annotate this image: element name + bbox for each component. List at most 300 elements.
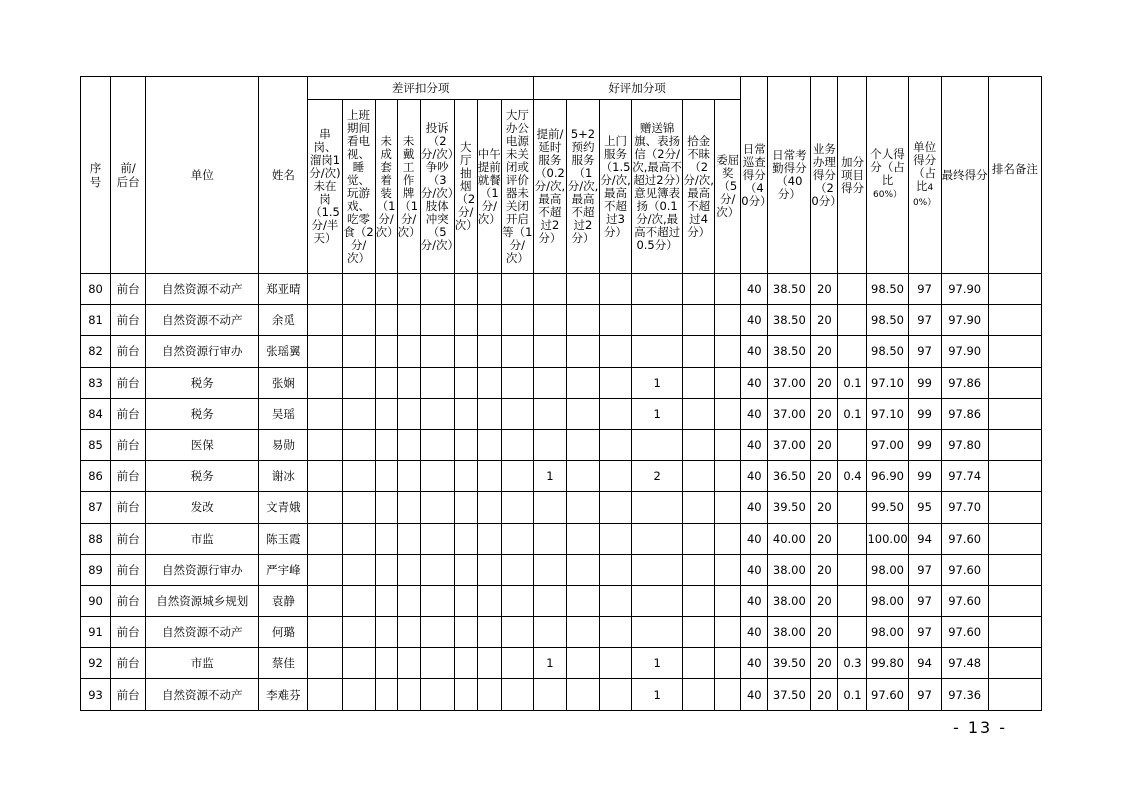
cell-seq: 84 <box>81 398 111 429</box>
cell-rank <box>988 429 1041 460</box>
cell-p4 <box>632 585 683 616</box>
cell-attendance: 38.00 <box>768 585 811 616</box>
cell-fb: 前台 <box>111 585 146 616</box>
header-unit: 单位 <box>146 77 259 274</box>
cell-c5 <box>420 398 454 429</box>
cell-business: 20 <box>811 367 838 398</box>
cell-c8 <box>501 679 533 710</box>
cell-bonus <box>838 429 867 460</box>
table-row <box>81 679 1042 710</box>
cell-c7 <box>477 679 501 710</box>
cell-p2 <box>566 429 599 460</box>
cell-unit-score: 99 <box>908 429 941 460</box>
cell-c6 <box>454 585 477 616</box>
cell-name: 张瑶翼 <box>259 336 308 367</box>
cell-c8 <box>501 492 533 523</box>
cell-patrol: 40 <box>741 554 768 585</box>
cell-c2 <box>342 554 375 585</box>
cell-attendance: 38.50 <box>768 274 811 305</box>
cell-p2 <box>566 461 599 492</box>
cell-c5 <box>420 554 454 585</box>
cell-business: 20 <box>811 429 838 460</box>
cell-seq: 86 <box>81 461 111 492</box>
header-neg-item: 未戴工作牌（1分/次） <box>397 100 420 274</box>
cell-business: 20 <box>811 492 838 523</box>
cell-c4 <box>397 585 420 616</box>
cell-unit: 自然资源不动产 <box>146 617 259 648</box>
cell-personal: 98.00 <box>867 554 908 585</box>
cell-c8 <box>501 523 533 554</box>
header-seq: 序 号 <box>81 77 111 274</box>
cell-c2 <box>342 648 375 679</box>
cell-p5 <box>683 554 715 585</box>
cell-unit-score: 97 <box>908 679 941 710</box>
cell-c4 <box>397 429 420 460</box>
cell-seq: 93 <box>81 679 111 710</box>
cell-patrol: 40 <box>741 523 768 554</box>
cell-attendance: 37.50 <box>768 679 811 710</box>
table-row <box>81 336 1042 367</box>
cell-bonus <box>838 336 867 367</box>
cell-p3 <box>600 429 632 460</box>
cell-p3 <box>600 585 632 616</box>
table-row <box>81 554 1042 585</box>
cell-p6 <box>715 648 741 679</box>
cell-fb: 前台 <box>111 367 146 398</box>
cell-c1 <box>308 679 342 710</box>
table-row <box>81 617 1042 648</box>
cell-personal: 98.00 <box>867 585 908 616</box>
cell-c7 <box>477 523 501 554</box>
cell-c4 <box>397 274 420 305</box>
cell-unit-score: 97 <box>908 554 941 585</box>
cell-c2 <box>342 617 375 648</box>
cell-p1 <box>533 585 566 616</box>
cell-fb: 前台 <box>111 274 146 305</box>
header-name: 姓名 <box>259 77 308 274</box>
cell-c1 <box>308 461 342 492</box>
cell-c1 <box>308 523 342 554</box>
cell-unit-score: 99 <box>908 398 941 429</box>
cell-p3 <box>600 336 632 367</box>
cell-personal: 97.10 <box>867 367 908 398</box>
cell-c2 <box>342 523 375 554</box>
cell-c7 <box>477 492 501 523</box>
cell-name: 余觅 <box>259 305 308 336</box>
cell-name: 张娴 <box>259 367 308 398</box>
cell-attendance: 39.50 <box>768 648 811 679</box>
cell-patrol: 40 <box>741 648 768 679</box>
table-row <box>81 585 1042 616</box>
cell-p4 <box>632 274 683 305</box>
cell-c3 <box>375 461 397 492</box>
cell-c6 <box>454 554 477 585</box>
cell-p1: 1 <box>533 648 566 679</box>
header-neg-item: 投诉（2分/次）争吵（3分/次）肢体冲突（5分/次） <box>420 100 454 274</box>
cell-c6 <box>454 305 477 336</box>
cell-c1 <box>308 554 342 585</box>
cell-c2 <box>342 274 375 305</box>
cell-personal: 96.90 <box>867 461 908 492</box>
cell-p4: 1 <box>632 367 683 398</box>
cell-p6 <box>715 336 741 367</box>
header-pos-item: 赠送锦旗、表扬信（2分/次,最高不超过2分）意见簿表扬（0.1分/次,最高不超过0.5分） <box>632 100 683 274</box>
cell-unit: 市监 <box>146 523 259 554</box>
cell-unit-score: 94 <box>908 648 941 679</box>
cell-p5 <box>683 305 715 336</box>
header-business: 业务办理得分（20分） <box>811 77 838 274</box>
table-row <box>81 274 1042 305</box>
cell-c5 <box>420 617 454 648</box>
cell-p5 <box>683 398 715 429</box>
cell-p6 <box>715 461 741 492</box>
table-row <box>81 367 1042 398</box>
cell-name: 何璐 <box>259 617 308 648</box>
cell-p2 <box>566 679 599 710</box>
cell-final: 97.60 <box>941 554 988 585</box>
header-unit-score: 单位得分（占比40%） <box>908 77 941 274</box>
cell-p4: 1 <box>632 648 683 679</box>
cell-c1 <box>308 492 342 523</box>
header-neg-item: 上班期间看电视、睡觉、玩游戏、吃零食（2分/次） <box>342 100 375 274</box>
cell-fb: 前台 <box>111 492 146 523</box>
cell-name: 易勋 <box>259 429 308 460</box>
cell-unit: 自然资源行审办 <box>146 336 259 367</box>
cell-c1 <box>308 648 342 679</box>
cell-rank <box>988 274 1041 305</box>
cell-fb: 前台 <box>111 523 146 554</box>
cell-c7 <box>477 398 501 429</box>
cell-c1 <box>308 336 342 367</box>
cell-p1 <box>533 679 566 710</box>
cell-p6 <box>715 429 741 460</box>
cell-p2 <box>566 617 599 648</box>
cell-rank <box>988 617 1041 648</box>
cell-unit: 自然资源不动产 <box>146 679 259 710</box>
cell-rank <box>988 336 1041 367</box>
header-personal: 个人得分（占比60%） <box>867 77 908 274</box>
cell-business: 20 <box>811 523 838 554</box>
cell-c2 <box>342 398 375 429</box>
header-pos-item: 提前/延时服务（0.2分/次,最高不超过2分） <box>533 100 566 274</box>
cell-c5 <box>420 648 454 679</box>
cell-patrol: 40 <box>741 461 768 492</box>
cell-name: 蔡佳 <box>259 648 308 679</box>
cell-c1 <box>308 585 342 616</box>
cell-business: 20 <box>811 305 838 336</box>
cell-p3 <box>600 461 632 492</box>
cell-unit: 发改 <box>146 492 259 523</box>
header-neg-item: 未成套着装（1分/次） <box>375 100 397 274</box>
cell-c5 <box>420 492 454 523</box>
cell-final: 97.48 <box>941 648 988 679</box>
cell-c7 <box>477 554 501 585</box>
cell-p1 <box>533 429 566 460</box>
cell-fb: 前台 <box>111 617 146 648</box>
cell-c4 <box>397 305 420 336</box>
cell-p2 <box>566 398 599 429</box>
cell-seq: 87 <box>81 492 111 523</box>
cell-c3 <box>375 585 397 616</box>
cell-seq: 91 <box>81 617 111 648</box>
cell-c2 <box>342 367 375 398</box>
header-rank-note: 排名备注 <box>988 77 1041 274</box>
cell-patrol: 40 <box>741 305 768 336</box>
cell-final: 97.90 <box>941 305 988 336</box>
cell-c3 <box>375 617 397 648</box>
cell-business: 20 <box>811 336 838 367</box>
cell-c5 <box>420 336 454 367</box>
cell-business: 20 <box>811 274 838 305</box>
cell-p2 <box>566 648 599 679</box>
cell-c3 <box>375 679 397 710</box>
cell-c4 <box>397 367 420 398</box>
cell-business: 20 <box>811 461 838 492</box>
cell-rank <box>988 648 1041 679</box>
cell-p4 <box>632 523 683 554</box>
cell-c7 <box>477 429 501 460</box>
cell-c1 <box>308 617 342 648</box>
cell-name: 谢冰 <box>259 461 308 492</box>
cell-name: 郑亚晴 <box>259 274 308 305</box>
header-neg-item: 中午提前就餐（1分/次） <box>477 100 501 274</box>
cell-rank <box>988 585 1041 616</box>
cell-unit: 自然资源行审办 <box>146 554 259 585</box>
cell-patrol: 40 <box>741 274 768 305</box>
cell-c5 <box>420 367 454 398</box>
cell-final: 97.74 <box>941 461 988 492</box>
cell-c4 <box>397 554 420 585</box>
cell-c7 <box>477 648 501 679</box>
cell-attendance: 38.50 <box>768 305 811 336</box>
cell-bonus <box>838 585 867 616</box>
cell-fb: 前台 <box>111 648 146 679</box>
cell-p4: 1 <box>632 679 683 710</box>
header-positive-group: 好评加分项 <box>533 77 740 100</box>
header-pos-item: 委屈奖（5分/次） <box>715 100 741 274</box>
cell-patrol: 40 <box>741 492 768 523</box>
cell-p2 <box>566 585 599 616</box>
cell-rank <box>988 492 1041 523</box>
cell-c4 <box>397 461 420 492</box>
cell-c7 <box>477 585 501 616</box>
header-pos-item: 5+2预约服务（1分/次,最高不超过2分） <box>566 100 599 274</box>
cell-p3 <box>600 367 632 398</box>
cell-c8 <box>501 554 533 585</box>
cell-c2 <box>342 336 375 367</box>
cell-p2 <box>566 523 599 554</box>
cell-p1 <box>533 617 566 648</box>
cell-personal: 97.60 <box>867 679 908 710</box>
cell-c8 <box>501 585 533 616</box>
header-neg-item: 大厅抽烟（2分/次） <box>454 100 477 274</box>
cell-fb: 前台 <box>111 336 146 367</box>
cell-final: 97.60 <box>941 585 988 616</box>
cell-c6 <box>454 461 477 492</box>
cell-unit-score: 95 <box>908 492 941 523</box>
cell-seq: 90 <box>81 585 111 616</box>
cell-personal: 99.50 <box>867 492 908 523</box>
header-pos-item: 上门服务（1.5分/次,最高不超过3分） <box>600 100 632 274</box>
header-patrol: 日常巡查得分（40分） <box>741 77 768 274</box>
cell-c7 <box>477 274 501 305</box>
cell-unit: 自然资源不动产 <box>146 274 259 305</box>
cell-fb: 前台 <box>111 461 146 492</box>
cell-c4 <box>397 523 420 554</box>
cell-fb: 前台 <box>111 679 146 710</box>
cell-c3 <box>375 492 397 523</box>
cell-final: 97.70 <box>941 492 988 523</box>
header-neg-item: 串岗、溜岗1分/次)未在岗（1.5分/半天） <box>308 100 342 274</box>
cell-unit: 自然资源城乡规划 <box>146 585 259 616</box>
cell-name: 严宇峰 <box>259 554 308 585</box>
header-bonus: 加分项目得分 <box>838 77 867 274</box>
cell-c5 <box>420 461 454 492</box>
cell-rank <box>988 305 1041 336</box>
cell-unit: 税务 <box>146 461 259 492</box>
cell-c4 <box>397 617 420 648</box>
cell-c6 <box>454 492 477 523</box>
cell-unit-score: 97 <box>908 305 941 336</box>
cell-c3 <box>375 367 397 398</box>
cell-p3 <box>600 398 632 429</box>
cell-unit: 自然资源不动产 <box>146 305 259 336</box>
cell-c2 <box>342 429 375 460</box>
cell-personal: 97.10 <box>867 398 908 429</box>
cell-c7 <box>477 336 501 367</box>
cell-p1 <box>533 554 566 585</box>
cell-fb: 前台 <box>111 398 146 429</box>
cell-c3 <box>375 523 397 554</box>
cell-rank <box>988 679 1041 710</box>
cell-c5 <box>420 679 454 710</box>
cell-bonus <box>838 305 867 336</box>
page-number: - 13 - <box>953 718 1008 737</box>
cell-name: 陈玉霞 <box>259 523 308 554</box>
cell-unit: 税务 <box>146 367 259 398</box>
cell-c8 <box>501 617 533 648</box>
cell-p6 <box>715 305 741 336</box>
cell-c5 <box>420 274 454 305</box>
cell-unit-score: 99 <box>908 461 941 492</box>
cell-unit: 税务 <box>146 398 259 429</box>
cell-c3 <box>375 305 397 336</box>
cell-p3 <box>600 648 632 679</box>
cell-p5 <box>683 429 715 460</box>
cell-unit-score: 97 <box>908 617 941 648</box>
cell-c8 <box>501 367 533 398</box>
cell-p5 <box>683 648 715 679</box>
cell-attendance: 38.00 <box>768 617 811 648</box>
cell-p6 <box>715 679 741 710</box>
cell-p1 <box>533 492 566 523</box>
cell-bonus <box>838 523 867 554</box>
cell-unit-score: 97 <box>908 274 941 305</box>
cell-c4 <box>397 648 420 679</box>
cell-rank <box>988 461 1041 492</box>
cell-c8 <box>501 461 533 492</box>
cell-p6 <box>715 617 741 648</box>
cell-final: 97.36 <box>941 679 988 710</box>
cell-c6 <box>454 398 477 429</box>
cell-c4 <box>397 679 420 710</box>
cell-name: 文青娥 <box>259 492 308 523</box>
cell-c1 <box>308 429 342 460</box>
cell-p5 <box>683 367 715 398</box>
cell-c5 <box>420 429 454 460</box>
header-attendance: 日常考勤得分（40分） <box>768 77 811 274</box>
cell-name: 袁静 <box>259 585 308 616</box>
cell-attendance: 36.50 <box>768 461 811 492</box>
cell-p2 <box>566 274 599 305</box>
cell-p6 <box>715 492 741 523</box>
cell-attendance: 40.00 <box>768 523 811 554</box>
cell-c5 <box>420 523 454 554</box>
cell-c5 <box>420 305 454 336</box>
cell-bonus: 0.1 <box>838 679 867 710</box>
table-row <box>81 461 1042 492</box>
cell-p4 <box>632 492 683 523</box>
cell-p1 <box>533 523 566 554</box>
table-row <box>81 398 1042 429</box>
cell-c3 <box>375 429 397 460</box>
cell-c7 <box>477 367 501 398</box>
cell-c1 <box>308 274 342 305</box>
cell-patrol: 40 <box>741 429 768 460</box>
cell-bonus <box>838 554 867 585</box>
cell-unit-score: 94 <box>908 523 941 554</box>
cell-p6 <box>715 367 741 398</box>
table-row <box>81 523 1042 554</box>
cell-p1 <box>533 305 566 336</box>
cell-attendance: 38.50 <box>768 336 811 367</box>
cell-p2 <box>566 305 599 336</box>
cell-final: 97.80 <box>941 429 988 460</box>
cell-p5 <box>683 461 715 492</box>
cell-final: 97.60 <box>941 617 988 648</box>
cell-p2 <box>566 367 599 398</box>
cell-p6 <box>715 398 741 429</box>
cell-c8 <box>501 648 533 679</box>
cell-p5 <box>683 492 715 523</box>
cell-c6 <box>454 274 477 305</box>
cell-final: 97.90 <box>941 336 988 367</box>
cell-c7 <box>477 617 501 648</box>
cell-p6 <box>715 523 741 554</box>
cell-p3 <box>600 554 632 585</box>
cell-bonus <box>838 492 867 523</box>
header-pos-item: 拾金不昧（2分/次,最高不超过4分） <box>683 100 715 274</box>
cell-business: 20 <box>811 398 838 429</box>
cell-c4 <box>397 336 420 367</box>
cell-seq: 88 <box>81 523 111 554</box>
cell-bonus: 0.1 <box>838 367 867 398</box>
cell-c8 <box>501 336 533 367</box>
cell-unit-score: 99 <box>908 367 941 398</box>
cell-rank <box>988 523 1041 554</box>
cell-p1 <box>533 336 566 367</box>
cell-c5 <box>420 585 454 616</box>
header-group-row <box>81 77 1042 100</box>
cell-final: 97.86 <box>941 367 988 398</box>
cell-c1 <box>308 367 342 398</box>
cell-c3 <box>375 336 397 367</box>
cell-p5 <box>683 679 715 710</box>
cell-c6 <box>454 336 477 367</box>
cell-c6 <box>454 679 477 710</box>
cell-business: 20 <box>811 617 838 648</box>
cell-attendance: 37.00 <box>768 398 811 429</box>
